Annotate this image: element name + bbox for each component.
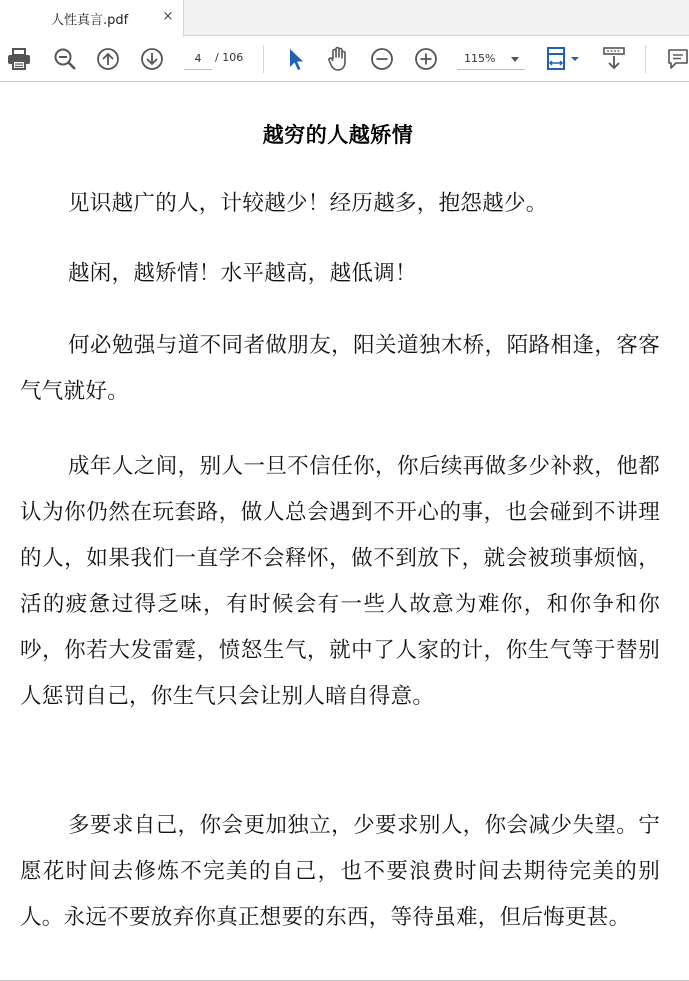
page-number-input[interactable]: 4 [184, 48, 212, 70]
close-icon[interactable]: × [162, 9, 174, 24]
hand-tool-icon[interactable] [325, 46, 351, 72]
zoom-out-magnifier-icon[interactable] [52, 46, 78, 72]
toolbar-divider [263, 45, 264, 73]
document-title: 越穷的人越矫情 [262, 122, 414, 147]
paragraph: 见识越广的人，计较越少！经历越多，抱怨越少。 [68, 191, 548, 216]
document-page[interactable] [0, 83, 689, 981]
toolbar-divider [645, 45, 646, 73]
zoom-in-icon[interactable] [413, 46, 439, 72]
zoom-value: 115% [464, 52, 496, 65]
print-icon[interactable] [6, 46, 32, 72]
toolbar [0, 37, 689, 82]
page-total: / 106 [215, 51, 244, 64]
paragraph: 越闲，越矫情！水平越高，越低调！ [68, 261, 417, 286]
read-mode-icon[interactable] [601, 46, 627, 72]
paragraph: 多要求自己，你会更加独立，少要求别人，你会减少失望。宁愿花时间去修炼不完美的自己，也不要浪费时间去期待完美的别人。永远不要放弃你真正想要的东西，等待虽难，但后悔更甚。 [20, 813, 660, 930]
zoom-out-icon[interactable] [369, 46, 395, 72]
chevron-down-icon[interactable] [511, 57, 519, 62]
paragraph: 何必勉强与道不同者做朋友，阳关道独木桥，陌路相逢，客客气气就好。 [20, 333, 660, 404]
zoom-select[interactable] [457, 48, 525, 70]
previous-page-icon[interactable] [95, 46, 121, 72]
fit-page-icon[interactable] [544, 46, 582, 72]
paragraph: 成年人之间，别人一旦不信任你，你后续再做多少补救，他都认为你仍然在玩套路，做人总会遇到不开心的事，也会碰到不讲理的人，如果我们一直学不会释怀，做不到放下，就会被琐事烦恼，活的疲惫过得乏味，有时候会有一些人故意为难你，和你争和你吵，你若大发雷霆，愤怒生气，就中了人家的计，你生气等于替别人惩罚自己，你生气只会让别人暗自得意。 [20, 454, 660, 709]
tab-title[interactable]: 人性真言.pdf [51, 13, 129, 28]
comment-icon[interactable] [665, 46, 689, 72]
tab-bar [0, 0, 689, 36]
document-tab[interactable] [0, 0, 184, 37]
next-page-icon[interactable] [139, 46, 165, 72]
select-cursor-icon[interactable] [282, 46, 308, 72]
